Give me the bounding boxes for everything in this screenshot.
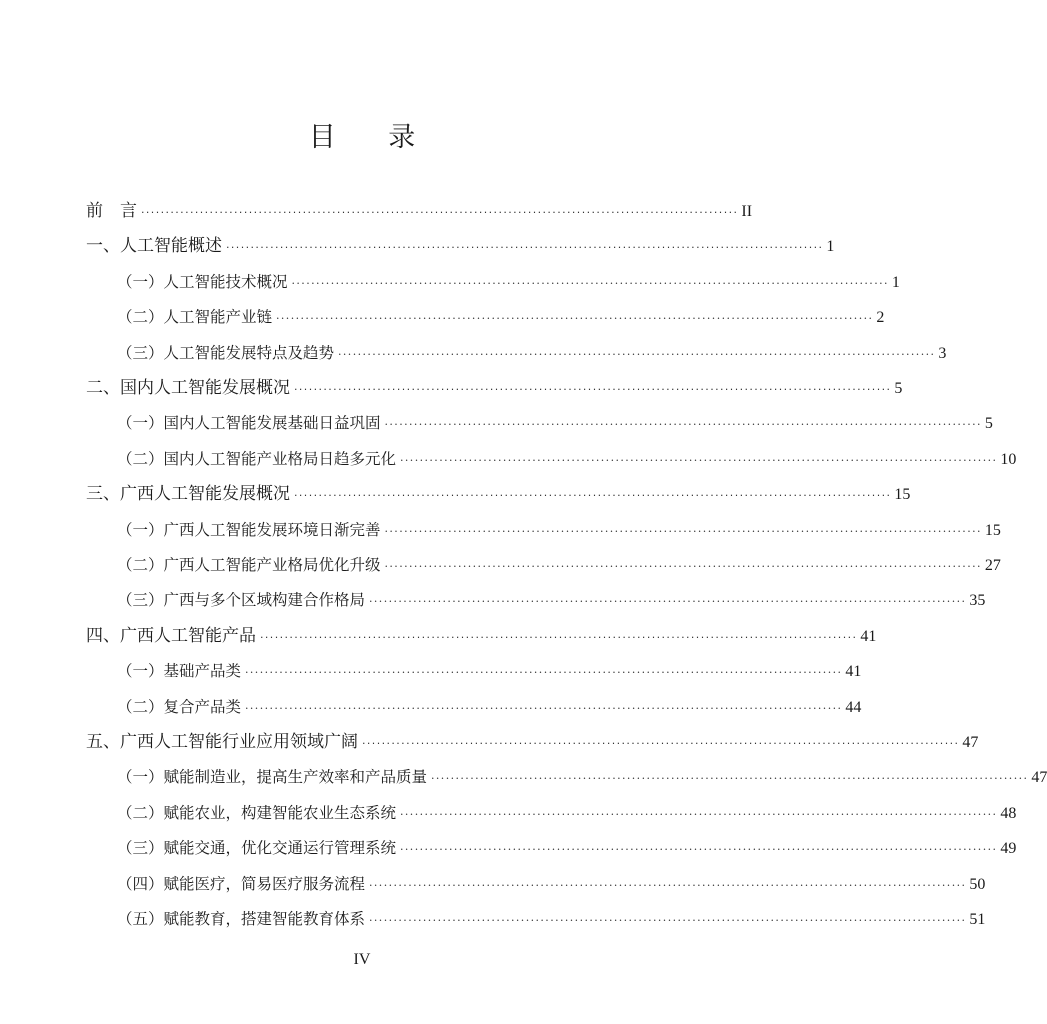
toc-leader-dots: ··························································································································	[294, 489, 892, 503]
toc-entry-label: （四）赋能医疗，简易医疗服务流程	[117, 874, 366, 893]
toc-entry-label: 四、广西人工智能产品	[86, 625, 256, 646]
toc-entry-label: （三）人工智能发展特点及趋势	[117, 343, 335, 362]
toc-entry-page: 47	[962, 734, 979, 751]
toc-entry-section-4-2[interactable]	[117, 693, 862, 721]
toc-leader-dots: ··························································································································	[369, 595, 967, 609]
toc-entry-label: 五、广西人工智能行业应用领域广阔	[86, 732, 358, 752]
toc-entry-label: （三）广西与多个区域构建合作格局	[117, 591, 366, 610]
toc-entry-page: 10	[1000, 450, 1017, 468]
toc-entry-page: 5	[984, 415, 993, 433]
toc-entry-section-3-2[interactable]	[117, 551, 1001, 579]
toc-leader-dots: ··························································································································	[384, 560, 982, 573]
toc-entry-label: （二）人工智能产业链	[117, 308, 273, 327]
toc-entry-section-2-2[interactable]	[117, 445, 1017, 473]
toc-entry-page: II	[741, 203, 753, 220]
toc-entry-label: （一）赋能制造业，提高生产效率和产品质量	[117, 768, 428, 787]
toc-entry-section-5[interactable]	[86, 728, 979, 756]
page-number: IV	[353, 951, 371, 968]
toc-leader-dots: ··························································································································	[431, 772, 1029, 786]
toc-leader-dots: ··························································································································	[400, 453, 998, 467]
toc-entry-section-2-1[interactable]	[117, 409, 993, 437]
toc-leader-dots: ··························································································································	[245, 701, 843, 715]
toc-entry-label: 前 言	[86, 201, 137, 221]
toc-entry-page: 15	[984, 521, 1001, 539]
toc-entry-section-1-1[interactable]	[117, 268, 900, 296]
toc-entry-label: （二）复合产品类	[117, 697, 242, 716]
toc-entry-section-5-4[interactable]	[117, 870, 986, 898]
toc-entry-preface[interactable]	[86, 197, 753, 225]
toc-entry-label: 一、人工智能概述	[86, 236, 222, 257]
toc-entry-label: （五）赋能教育，搭建智能教育体系	[117, 910, 366, 928]
toc-entry-page: 27	[984, 557, 1001, 574]
toc-entry-page: 50	[969, 875, 986, 893]
toc-entry-label: （二）广西人工智能产业格局优化升级	[117, 556, 381, 574]
toc-entry-section-4-1[interactable]	[117, 657, 862, 685]
toc-leader-dots: ··························································································································	[369, 878, 967, 892]
toc-entry-label: （二）赋能农业，构建智能农业生态系统	[117, 803, 397, 822]
toc-leader-dots: ··························································································································	[369, 914, 967, 927]
toc-entry-label: （一）国内人工智能发展基础日益巩固	[117, 414, 381, 433]
toc-entry-page: 5	[894, 380, 903, 397]
toc-entry-section-3[interactable]	[86, 480, 911, 508]
toc-entry-section-1-2[interactable]	[117, 303, 885, 331]
toc-entry-section-5-3[interactable]	[117, 834, 1017, 862]
toc-title: 目 录	[308, 122, 438, 153]
toc-entry-page: 44	[845, 698, 862, 716]
toc-entry-section-5-2[interactable]	[117, 799, 1017, 827]
toc-leader-dots: ··························································································································	[338, 347, 936, 361]
toc-entry-label: 二、国内人工智能发展概况	[86, 378, 290, 398]
toc-entry-label: （三）赋能交通，优化交通运行管理系统	[117, 839, 397, 858]
toc-entry-page: 47	[1031, 769, 1047, 787]
toc-entry-page: 1	[826, 238, 835, 256]
toc-leader-dots: ··························································································································	[260, 630, 858, 644]
toc-entry-page: 51	[969, 911, 986, 928]
toc-entry-section-1[interactable]	[86, 232, 835, 260]
toc-entry-page: 2	[876, 309, 885, 327]
toc-entry-section-3-1[interactable]	[117, 516, 1001, 544]
toc-entry-section-1-3[interactable]	[117, 339, 947, 367]
toc-leader-dots: ··························································································································	[226, 241, 824, 255]
toc-entry-section-2[interactable]	[86, 374, 903, 402]
toc-entry-page: 41	[845, 663, 862, 681]
toc-leader-dots: ··························································································································	[362, 737, 960, 750]
toc-entry-page: 49	[1000, 840, 1017, 858]
toc-leader-dots: ··························································································································	[141, 206, 739, 219]
toc-entry-section-3-3[interactable]	[117, 586, 986, 614]
toc-leader-dots: ··························································································································	[400, 843, 998, 857]
toc-entry-label: （二）国内人工智能产业格局日趋多元化	[117, 449, 397, 468]
toc-leader-dots: ··························································································································	[400, 807, 998, 821]
toc-entry-page: 48	[1000, 804, 1017, 822]
toc-entry-page: 1	[891, 273, 900, 291]
toc-leader-dots: ··························································································································	[291, 276, 889, 290]
toc-entry-label: （一）人工智能技术概况	[117, 272, 288, 291]
toc-leader-dots: ··························································································································	[276, 312, 874, 326]
toc-leader-dots: ··························································································································	[245, 666, 843, 680]
toc-entry-label: 三、广西人工智能发展概况	[86, 484, 290, 505]
toc-entry-section-4[interactable]	[86, 622, 877, 650]
toc-entry-page: 15	[894, 486, 911, 504]
toc-entry-page: 3	[938, 344, 947, 362]
toc-entry-label: （一）基础产品类	[117, 662, 242, 681]
toc-entry-page: 41	[860, 627, 877, 645]
toc-entry-page: 35	[969, 592, 986, 610]
toc-entry-section-5-5[interactable]	[117, 905, 986, 933]
toc-entry-label: （一）广西人工智能发展环境日渐完善	[117, 520, 381, 539]
toc-leader-dots: ··························································································································	[384, 524, 982, 538]
toc-leader-dots: ··························································································································	[294, 383, 892, 396]
toc-leader-dots: ··························································································································	[384, 418, 982, 432]
toc-entry-section-5-1[interactable]	[117, 763, 1047, 791]
